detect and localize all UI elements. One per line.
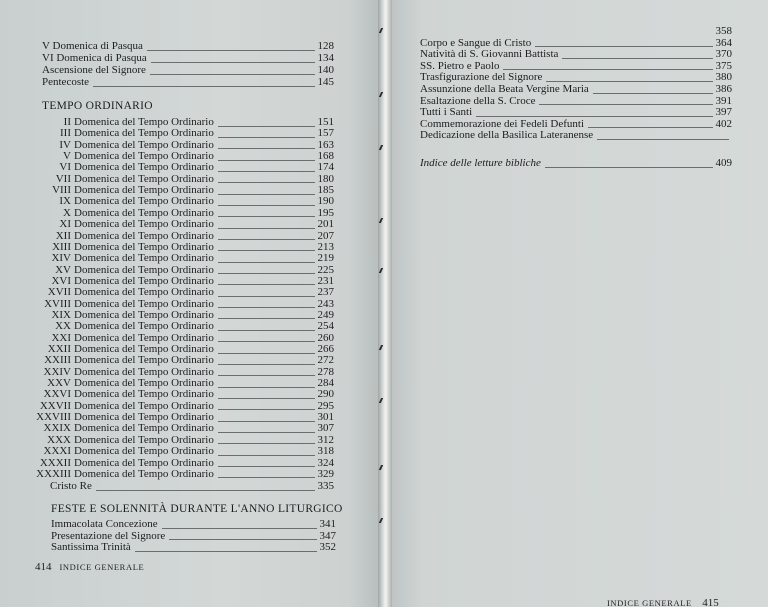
- roman-numeral: XIII: [52, 240, 71, 253]
- dot-leader: [218, 137, 315, 138]
- roman-numeral: XXXII: [39, 456, 71, 469]
- dot-leader: [218, 284, 315, 285]
- roman-numeral: XIV: [51, 252, 71, 265]
- toc-entry-label: V Domenica di Pasqua: [42, 40, 143, 52]
- entry-title: Domenica del Tempo Ordinario: [74, 116, 214, 128]
- toc-entry: [420, 84, 732, 96]
- toc-entry-page-number: 260: [317, 331, 334, 344]
- entry-title: Domenica del Tempo Ordinario: [74, 433, 214, 446]
- toc-entry-label: [32, 469, 214, 481]
- toc-entry-page-number: 295: [317, 399, 334, 412]
- dot-leader: [218, 262, 315, 263]
- entry-title: Domenica del Tempo Ordinario: [74, 343, 214, 355]
- left-footer-title: INDICE GENERALE: [59, 562, 145, 572]
- roman-numeral: XXVI: [43, 388, 71, 401]
- dot-leader: [218, 182, 315, 183]
- dot-leader: [218, 273, 315, 274]
- toc-entry-label: Natività di S. Giovanni Battista: [420, 48, 559, 61]
- toc-entry-page-number: 207: [317, 229, 334, 242]
- entry-title: Domenica del Tempo Ordinario: [74, 240, 214, 253]
- right-footer-title: INDICE GENERALE: [607, 598, 692, 607]
- toc-entry-label: SS. Pietro e Paolo: [420, 59, 500, 72]
- toc-entry-page-number: 358: [715, 25, 732, 37]
- toc-entry-page-number: 341: [319, 518, 336, 530]
- left-footer: [35, 561, 144, 573]
- toc-entry-label: Corpo e Sangue di Cristo: [420, 36, 532, 49]
- toc-entry-page-number: 352: [319, 541, 336, 553]
- toc-entry-page-number: 391: [715, 94, 732, 107]
- toc-entry-page-number: 128: [317, 40, 334, 52]
- toc-entry-page-number: 375: [715, 59, 732, 72]
- toc-entry-page-number: 284: [317, 377, 334, 390]
- roman-numeral: XXXI: [43, 445, 71, 458]
- toc-entry-page-number: 266: [317, 343, 334, 355]
- toc-entry-page-number: 329: [317, 467, 334, 480]
- roman-numeral: VIII: [52, 184, 71, 197]
- toc-entry-page-number: 318: [317, 445, 334, 458]
- roman-numeral: XXI: [51, 331, 71, 344]
- toc-entry-label: Commemorazione dei Fedeli Defunti: [420, 117, 585, 130]
- dot-leader: [150, 74, 315, 75]
- entry-title: Domenica del Tempo Ordinario: [74, 320, 214, 333]
- roman-numeral: XXII: [47, 343, 71, 355]
- roman-numeral: XX: [55, 320, 71, 333]
- toc-entry-label: Pentecoste: [42, 76, 90, 88]
- dot-leader: [218, 341, 315, 342]
- toc-entry: [420, 26, 732, 38]
- roman-numeral: V: [63, 150, 71, 163]
- roman-numeral: XXIV: [43, 365, 71, 378]
- entry-title: Domenica del Tempo Ordinario: [74, 286, 214, 299]
- toc-entry: [420, 107, 732, 119]
- dot-leader: [597, 139, 729, 140]
- toc-entry: [51, 519, 336, 531]
- entry-title: Domenica del Tempo Ordinario: [74, 150, 214, 163]
- right-footer-page-number: 415: [702, 597, 719, 607]
- toc-entry-label: Esaltazione della S. Croce: [420, 94, 536, 107]
- toc-entry: [32, 469, 334, 481]
- entry-title: Domenica del Tempo Ordinario: [74, 218, 214, 231]
- roman-numeral: XV: [55, 263, 71, 276]
- dot-leader: [503, 69, 712, 70]
- dot-leader: [218, 364, 315, 365]
- toc-entry: [420, 158, 732, 170]
- toc-entry-page-number: 370: [715, 48, 732, 61]
- dot-leader: [218, 239, 315, 240]
- left-footer-page-number: 414: [35, 561, 52, 573]
- toc-entry-page-number: 213: [317, 240, 334, 253]
- toc-entry-label: Ascensione del Signore: [42, 64, 146, 76]
- dot-leader: [135, 551, 317, 552]
- toc-entry-label: Tutti i Santi: [420, 106, 473, 119]
- toc-entry-page-number: 278: [317, 365, 334, 378]
- toc-entry: [420, 49, 732, 61]
- toc-entry-label: Santissima Trinità: [51, 541, 131, 553]
- dot-leader: [218, 387, 315, 388]
- right-footer: [607, 597, 727, 607]
- roman-numeral: III: [60, 127, 71, 140]
- toc-entry-label: VI Domenica di Pasqua: [42, 52, 147, 64]
- roman-numeral: XXVII: [39, 399, 71, 412]
- toc-entry: [42, 53, 334, 65]
- toc-entry-page-number: 402: [715, 117, 732, 130]
- roman-numeral: IX: [59, 195, 71, 208]
- entry-title: Domenica del Tempo Ordinario: [74, 161, 214, 174]
- entry-title: Domenica del Tempo Ordinario: [74, 422, 214, 435]
- entry-title: Domenica del Tempo Ordinario: [74, 456, 214, 469]
- dot-leader: [218, 318, 315, 319]
- dot-leader: [539, 104, 712, 105]
- dot-leader: [162, 528, 317, 529]
- dot-leader: [218, 398, 315, 399]
- roman-numeral: XXXIII: [36, 467, 71, 480]
- roman-numeral: IV: [59, 138, 71, 151]
- dot-leader: [218, 194, 315, 195]
- dot-leader: [96, 490, 315, 491]
- toc-entry-page-number: 347: [319, 529, 336, 542]
- toc-entry-page-number: 151: [317, 116, 334, 128]
- dot-leader: [218, 171, 315, 172]
- toc-entry: [42, 65, 334, 77]
- toc-entry-page-number: 272: [317, 354, 334, 367]
- toc-entry-page-number: 254: [317, 320, 334, 333]
- toc-entry-label: Presentazione del Signore: [51, 529, 166, 542]
- dot-leader: [218, 330, 315, 331]
- entry-title: Domenica del Tempo Ordinario: [74, 274, 214, 287]
- toc-entry-page-number: 219: [317, 252, 334, 265]
- dot-leader: [218, 307, 315, 308]
- dot-leader: [218, 353, 315, 354]
- roman-numeral: XI: [59, 218, 71, 231]
- toc-entry-page-number: 324: [317, 456, 334, 469]
- toc-entry-label: Assunzione della Beata Vergine Maria: [420, 83, 589, 95]
- toc-entry-page-number: 290: [317, 388, 334, 401]
- tempo-ordinario-heading: TEMPO ORDINARIO: [42, 100, 153, 112]
- toc-entry: [420, 130, 732, 142]
- entry-title: Domenica del Tempo Ordinario: [74, 445, 214, 458]
- dot-leader: [93, 86, 314, 87]
- dot-leader: [562, 58, 712, 59]
- toc-entry-page-number: 307: [317, 422, 334, 435]
- toc-entry-label: Dedicazione della Basilica Lateranense: [420, 129, 594, 142]
- roman-numeral: XXV: [47, 377, 71, 390]
- dot-leader: [588, 127, 712, 128]
- roman-numeral: XVIII: [44, 297, 71, 310]
- toc-entry-page-number: 190: [317, 195, 334, 208]
- entry-title: Domenica del Tempo Ordinario: [74, 354, 214, 367]
- toc-entry: [51, 542, 336, 554]
- roman-numeral: XXX: [47, 433, 71, 446]
- entry-title: Domenica del Tempo Ordinario: [74, 297, 214, 310]
- roman-numeral: VII: [55, 172, 71, 185]
- toc-entry-page-number: 243: [317, 297, 334, 310]
- toc-entry-label: Immacolata Concezione: [51, 518, 158, 530]
- toc-entry-page-number: 409: [715, 157, 732, 169]
- dot-leader: [546, 81, 712, 82]
- toc-entry-page-number: 157: [317, 127, 334, 140]
- dot-leader: [218, 477, 315, 478]
- toc-entry-page-number: 163: [317, 138, 334, 151]
- dot-leader: [218, 160, 315, 161]
- dot-leader: [218, 228, 315, 229]
- dot-leader: [218, 432, 315, 433]
- entry-title: Domenica del Tempo Ordinario: [74, 388, 214, 401]
- toc-entry-page-number: 145: [317, 76, 334, 88]
- roman-numeral: XXIII: [44, 354, 71, 367]
- right-page: [392, 0, 768, 607]
- dot-leader: [218, 126, 315, 127]
- toc-entry: [42, 77, 334, 89]
- toc-entry: [42, 41, 334, 53]
- dot-leader: [151, 62, 315, 63]
- dot-leader: [147, 50, 315, 51]
- toc-entry-page-number: 237: [317, 286, 334, 299]
- dot-leader: [218, 296, 315, 297]
- roman-numeral: XXVIII: [36, 411, 71, 424]
- toc-entry-page-number: 180: [317, 172, 334, 185]
- entry-title: Domenica del Tempo Ordinario: [74, 184, 214, 197]
- roman-numeral: XIX: [51, 308, 71, 321]
- toc-entry-page-number: 201: [317, 218, 334, 231]
- toc-entry-page-number: 174: [317, 161, 334, 174]
- toc-entry-page-number: 134: [317, 52, 334, 64]
- roman-numeral: XVII: [47, 286, 71, 299]
- dot-leader: [218, 455, 315, 456]
- toc-entry-page-number: 335: [317, 480, 334, 493]
- toc-entry-page-number: 231: [317, 274, 334, 287]
- entry-title: Domenica del Tempo Ordinario: [74, 411, 214, 424]
- dot-leader: [169, 539, 316, 540]
- toc-entry-page-number: 301: [317, 411, 334, 424]
- toc-entry-page-number: 312: [317, 433, 334, 446]
- entry-title: Domenica del Tempo Ordinario: [74, 252, 214, 265]
- dot-leader: [218, 409, 315, 410]
- entry-title: Domenica del Tempo Ordinario: [74, 127, 214, 140]
- toc-entry-page-number: 380: [715, 71, 732, 84]
- dot-leader: [218, 421, 315, 422]
- dot-leader: [218, 466, 315, 467]
- toc-entry-label: Cristo Re: [50, 480, 92, 493]
- entry-title: Domenica del Tempo Ordinario: [74, 138, 214, 151]
- roman-numeral: XXIX: [43, 422, 71, 435]
- roman-numeral: VI: [59, 161, 71, 174]
- dot-leader: [476, 116, 712, 117]
- toc-entry-label: Trasfigurazione del Signore: [420, 71, 543, 84]
- left-page: [0, 0, 378, 607]
- entry-title: Domenica del Tempo Ordinario: [74, 331, 214, 344]
- dot-leader: [593, 93, 713, 94]
- entry-title: Domenica del Tempo Ordinario: [74, 229, 214, 242]
- entry-title: Domenica del Tempo Ordinario: [74, 308, 214, 321]
- dot-leader: [218, 148, 315, 149]
- dot-leader: [218, 205, 315, 206]
- toc-entry-page-number: 140: [317, 64, 334, 76]
- dot-leader: [545, 167, 713, 168]
- dot-leader: [218, 216, 315, 217]
- entry-title: Domenica del Tempo Ordinario: [74, 377, 214, 390]
- toc-entry-page-number: 185: [317, 184, 334, 197]
- entry-title: Domenica del Tempo Ordinario: [74, 263, 214, 276]
- toc-entry-page-number: 195: [317, 206, 334, 219]
- roman-numeral: XII: [55, 229, 71, 242]
- toc-entry-page-number: 249: [317, 308, 334, 321]
- toc-entry: [50, 481, 334, 493]
- dot-leader: [218, 250, 315, 251]
- toc-entry-page-number: 225: [317, 263, 334, 276]
- toc-entry-page-number: 386: [715, 83, 732, 95]
- dot-leader: [535, 46, 712, 47]
- toc-entry-page-number: 168: [317, 150, 334, 163]
- dot-leader: [218, 443, 315, 444]
- toc-entry-page-number: 364: [715, 36, 732, 49]
- feste-heading: FESTE E SOLENNITÀ DURANTE L'ANNO LITURGICO: [51, 503, 343, 515]
- entry-title: Domenica del Tempo Ordinario: [74, 467, 214, 480]
- roman-numeral: X: [63, 206, 71, 219]
- toc-entry-label: Indice delle letture bibliche: [420, 157, 541, 169]
- roman-numeral: II: [63, 116, 71, 128]
- dot-leader: [218, 375, 315, 376]
- roman-numeral: XVI: [51, 274, 71, 287]
- toc-entry-page-number: 397: [715, 106, 732, 119]
- entry-title: Domenica del Tempo Ordinario: [74, 399, 214, 412]
- entry-title: Domenica del Tempo Ordinario: [74, 172, 214, 185]
- entry-title: Domenica del Tempo Ordinario: [74, 365, 214, 378]
- entry-title: Domenica del Tempo Ordinario: [74, 206, 214, 219]
- entry-title: Domenica del Tempo Ordinario: [74, 195, 214, 208]
